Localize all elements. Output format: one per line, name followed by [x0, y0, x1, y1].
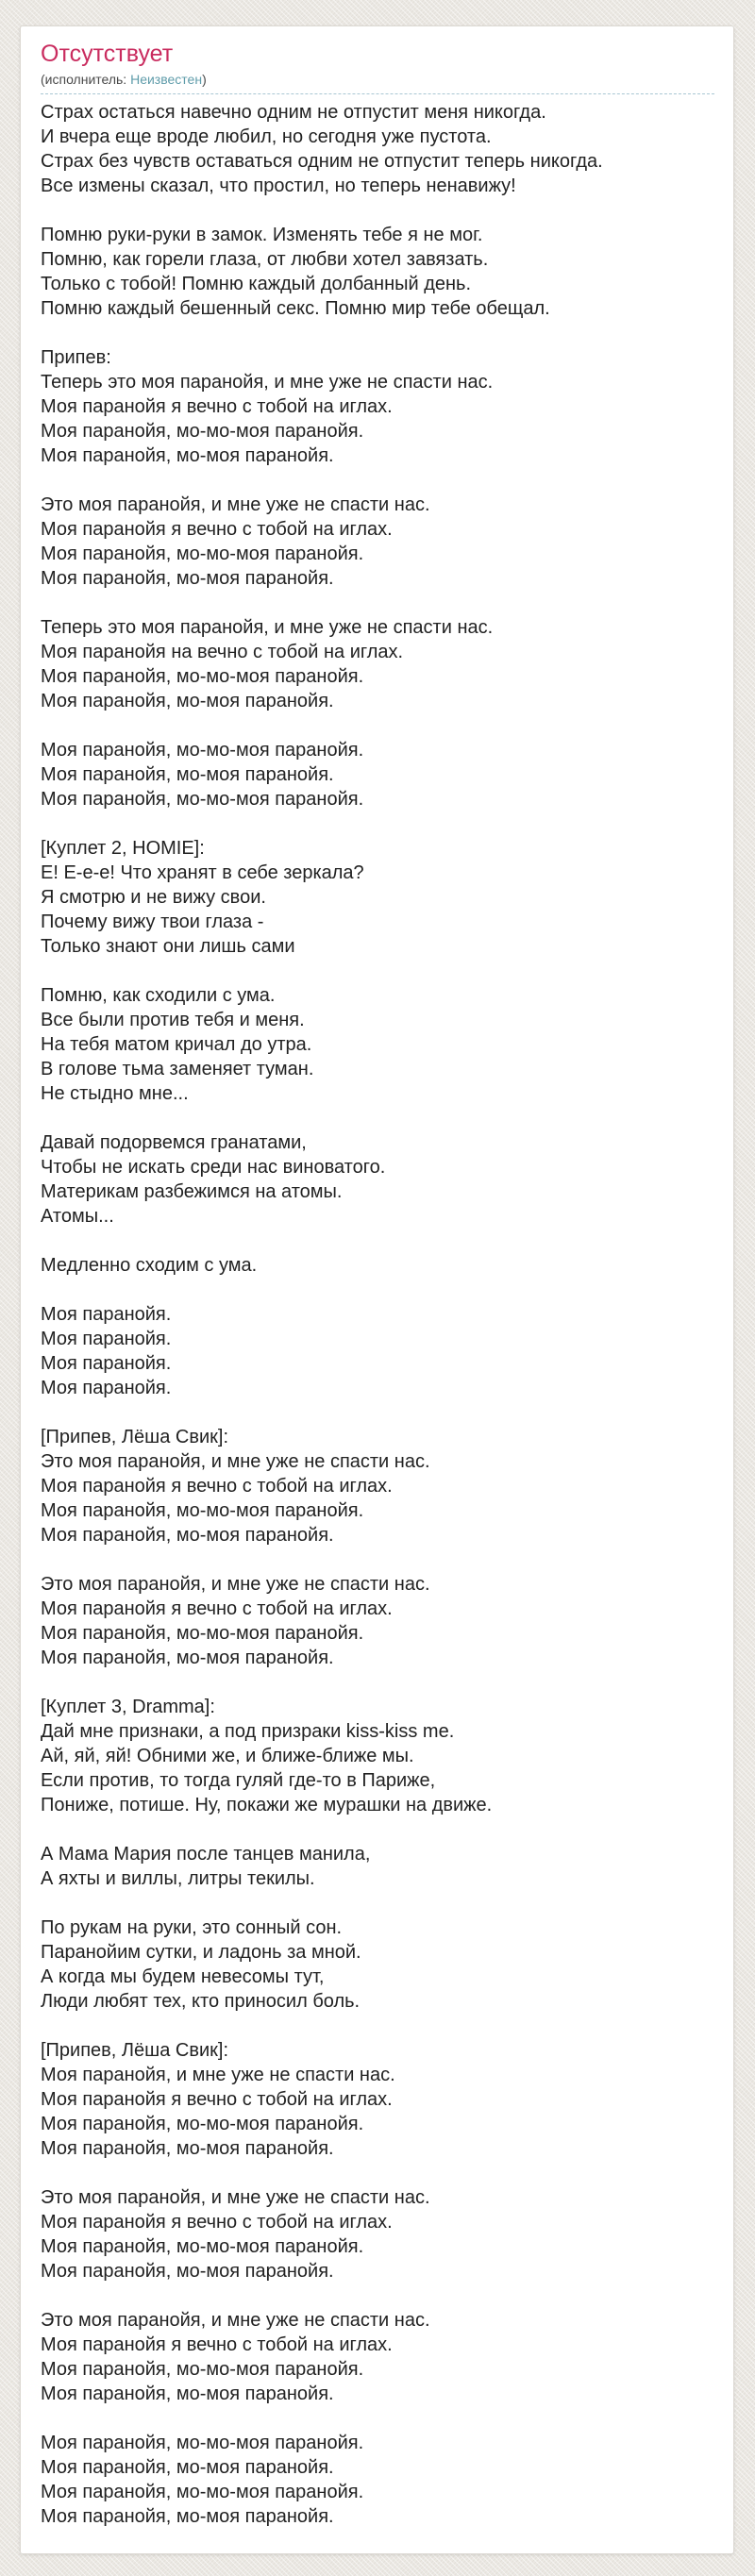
lyrics-line: Медленно сходим с ума. — [41, 1255, 258, 1276]
lyrics-line: Моя паранойя я вечно с тобой на иглах. — [41, 2334, 393, 2355]
lyrics-line: [Куплет 3, Dramma]: — [41, 1697, 215, 1717]
lyrics-line: Давай подорвемся гранатами, — [41, 1132, 307, 1153]
lyrics-line: Страх без чувств оставаться одним не отпустит теперь никогда. — [41, 151, 603, 172]
lyrics-line: Только знают они лишь сами — [41, 936, 295, 957]
lyrics-line: Моя паранойя, мо-мо-моя паранойя. — [41, 1623, 364, 1644]
lyrics-line: По рукам на руки, это сонный сон. — [41, 1917, 343, 1938]
stanza — [41, 2308, 714, 2406]
lyrics-line: Моя паранойя я вечно с тобой на иглах. — [41, 2089, 393, 2110]
lyrics-line: Теперь это моя паранойя, и мне уже не спасти нас. — [41, 372, 494, 393]
lyrics-line: Моя паранойя, мо-мо-моя паранойя. — [41, 666, 364, 687]
lyrics-line: Пониже, потише. Ну, покажи же мурашки на движе. — [41, 1795, 493, 1815]
lyrics-line: Материкам разбежимся на атомы. — [41, 1181, 343, 1202]
stanza — [41, 1572, 714, 1670]
lyrics-line: Чтобы не искать среди нас виноватого. — [41, 1157, 386, 1178]
lyrics-line: Люди любят тех, кто приносил боль. — [41, 1991, 361, 2012]
lyrics-line: Помню каждый бешенный секс. Помню мир тебе обещал. — [41, 298, 550, 319]
lyrics-line: Моя паранойя я вечно с тобой на иглах. — [41, 519, 393, 540]
lyrics-line: Моя паранойя. — [41, 1353, 172, 1374]
song-title-link[interactable]: Отсутствует — [41, 41, 174, 67]
lyrics-line: Ай, яй, яй! Обними же, и ближе-ближе мы. — [41, 1746, 414, 1766]
lyrics-line: Я смотрю и не вижу свои. — [41, 887, 266, 908]
lyrics-line: Это моя паранойя, и мне уже не спасти нас. — [41, 1451, 430, 1472]
stanza — [41, 1253, 714, 1278]
lyrics-line: [Припев, Лёша Свик]: — [41, 2040, 228, 2061]
lyrics-line: Это моя паранойя, и мне уже не спасти нас. — [41, 1574, 430, 1595]
artist-link[interactable]: Неизвестен — [130, 72, 203, 87]
lyrics-line: Атомы... — [41, 1206, 114, 1227]
stanza — [41, 2431, 714, 2529]
lyrics-line: Моя паранойя я вечно с тобой на иглах. — [41, 396, 393, 417]
lyrics-line: На тебя матом кричал до утра. — [41, 1034, 312, 1055]
lyrics-line: Страх остаться навечно одним не отпустит меня никогда. — [41, 102, 546, 123]
stanza — [41, 223, 714, 321]
lyrics-line: Моя паранойя, мо-мо-моя паранойя. — [41, 544, 364, 564]
stanza — [41, 738, 714, 811]
lyrics-line: Моя паранойя, мо-мо-моя паранойя. — [41, 2482, 364, 2502]
lyrics-line: [Куплет 2, HOMIE]: — [41, 838, 205, 859]
stanza — [41, 1302, 714, 1400]
lyrics-line: Моя паранойя, мо-моя паранойя. — [41, 2261, 334, 2282]
lyrics-line: Моя паранойя, мо-моя паранойя. — [41, 568, 334, 589]
lyrics-line: Моя паранойя, мо-мо-моя паранойя. — [41, 2433, 364, 2453]
lyrics-line: Моя паранойя, мо-мо-моя паранойя. — [41, 2114, 364, 2134]
lyrics-line: Моя паранойя я вечно с тобой на иглах. — [41, 1476, 393, 1497]
lyrics-line: Помню, как горели глаза, от любви хотел завязать. — [41, 249, 489, 270]
lyrics-line: Паранойим сутки, и ладонь за мной. — [41, 1942, 361, 1963]
lyrics-line: Это моя паранойя, и мне уже не спасти нас. — [41, 2187, 430, 2208]
stanza — [41, 1130, 714, 1229]
lyrics-line: Припев: — [41, 347, 111, 368]
artist-line — [41, 71, 714, 88]
lyrics-line: Это моя паранойя, и мне уже не спасти нас. — [41, 2310, 430, 2331]
artist-label: (исполнитель: — [41, 72, 131, 87]
stanza — [41, 2038, 714, 2161]
lyrics-line: А когда мы будем невесомы тут, — [41, 1966, 325, 1987]
lyrics-line: [Припев, Лёша Свик]: — [41, 1427, 228, 1447]
song-header — [41, 40, 714, 94]
lyrics-line: Моя паранойя я вечно с тобой на иглах. — [41, 1598, 393, 1619]
stanza — [41, 100, 714, 198]
lyrics-line: Моя паранойя, мо-моя паранойя. — [41, 2384, 334, 2404]
lyrics-line: Моя паранойя, мо-моя паранойя. — [41, 2506, 334, 2527]
lyrics-line: И вчера еще вроде любил, но сегодня уже пустота. — [41, 126, 492, 147]
stanza — [41, 2185, 714, 2283]
lyrics — [41, 94, 714, 2529]
lyrics-line: Моя паранойя, мо-моя паранойя. — [41, 2138, 334, 2159]
lyrics-line: В голове тьма заменяет туман. — [41, 1059, 314, 1079]
lyrics-line: Моя паранойя, мо-моя паранойя. — [41, 764, 334, 785]
stanza — [41, 836, 714, 959]
lyrics-line: Все были против тебя и меня. — [41, 1010, 305, 1030]
lyrics-line: Моя паранойя, мо-моя паранойя. — [41, 445, 334, 466]
lyrics-line: Почему вижу твои глаза - — [41, 912, 264, 932]
lyrics-line: Моя паранойя я вечно с тобой на иглах. — [41, 2212, 393, 2233]
stanza — [41, 615, 714, 713]
lyrics-line: Помню руки-руки в замок. Изменять тебе я не мог. — [41, 225, 483, 245]
stanza — [41, 345, 714, 468]
lyrics-line: Только с тобой! Помню каждый долбанный день. — [41, 274, 472, 294]
lyrics-line: Помню, как сходили с ума. — [41, 985, 276, 1006]
lyrics-line: Е! Е-е-е! Что хранят в себе зеркала? — [41, 862, 364, 883]
lyrics-card — [20, 25, 734, 2554]
lyrics-line: Моя паранойя, мо-мо-моя паранойя. — [41, 740, 364, 761]
lyrics-line: Моя паранойя. — [41, 1329, 172, 1349]
lyrics-line: Моя паранойя, мо-мо-моя паранойя. — [41, 421, 364, 442]
lyrics-line: Это моя паранойя, и мне уже не спасти нас. — [41, 494, 430, 515]
lyrics-line: Если против, то тогда гуляй где-то в Париже, — [41, 1770, 436, 1791]
lyrics-line: Моя паранойя. — [41, 1304, 172, 1325]
stanza — [41, 493, 714, 591]
lyrics-line: Моя паранойя, мо-моя паранойя. — [41, 1648, 334, 1668]
lyrics-line: Моя паранойя, и мне уже не спасти нас. — [41, 2065, 395, 2085]
lyrics-line: Моя паранойя, мо-мо-моя паранойя. — [41, 2359, 364, 2380]
lyrics-line: Моя паранойя, мо-моя паранойя. — [41, 1525, 334, 1546]
lyrics-line: Моя паранойя, мо-мо-моя паранойя. — [41, 1500, 364, 1521]
stanza — [41, 1915, 714, 2014]
lyrics-line: А яхты и виллы, литры текилы. — [41, 1868, 315, 1889]
lyrics-line: Моя паранойя на вечно с тобой на иглах. — [41, 642, 404, 662]
artist-close-paren: ) — [202, 72, 207, 87]
lyrics-line: Моя паранойя, мо-мо-моя паранойя. — [41, 2236, 364, 2257]
lyrics-line: Теперь это моя паранойя, и мне уже не спасти нас. — [41, 617, 494, 638]
stanza — [41, 1425, 714, 1547]
stanza — [41, 983, 714, 1106]
stanza — [41, 1695, 714, 1817]
lyrics-line: Моя паранойя, мо-моя паранойя. — [41, 691, 334, 711]
lyrics-line: Моя паранойя, мо-мо-моя паранойя. — [41, 789, 364, 810]
stanza — [41, 1842, 714, 1891]
lyrics-line: Моя паранойя, мо-моя паранойя. — [41, 2457, 334, 2478]
lyrics-line: Моя паранойя. — [41, 1378, 172, 1398]
lyrics-line: Дай мне признаки, а под призраки kiss-kiss me. — [41, 1721, 455, 1742]
lyrics-line: Все измены сказал, что простил, но теперь ненавижу! — [41, 176, 516, 196]
lyrics-line: А Мама Мария после танцев манила, — [41, 1844, 371, 1865]
lyrics-line: Не стыдно мне... — [41, 1083, 189, 1104]
